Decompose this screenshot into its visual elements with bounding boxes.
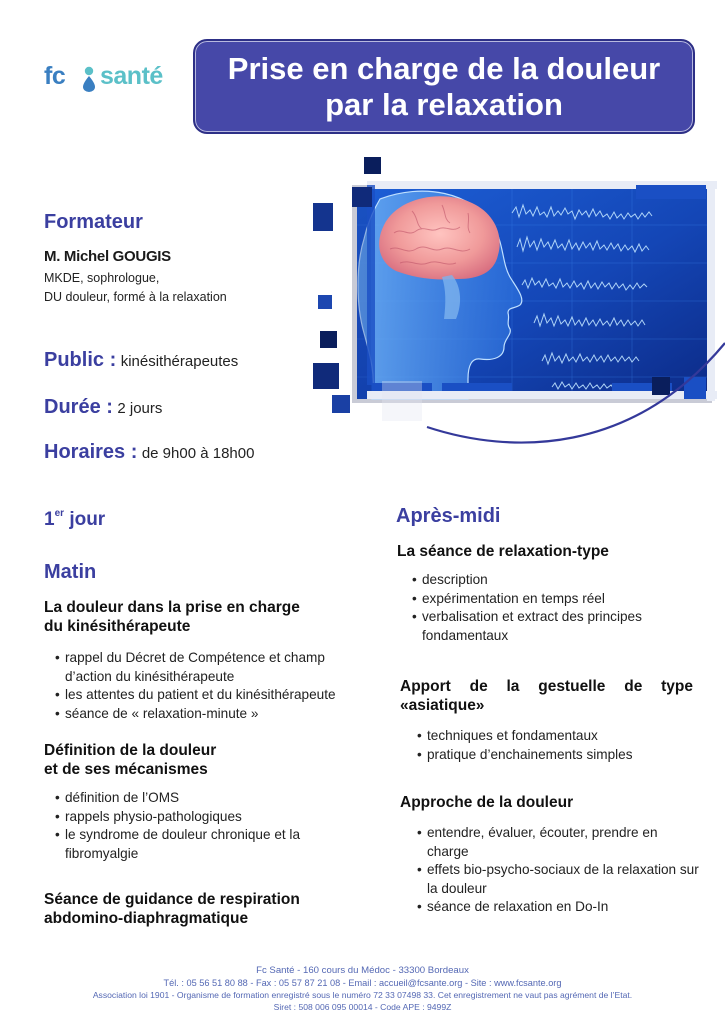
trainer-qualification-1: MKDE, sophrologue,	[44, 271, 160, 285]
pm-section2-title-line1: Apport de la gestuelle de type	[400, 678, 693, 695]
matin-section2-title-line2: et de ses mécanismes	[44, 761, 208, 778]
duree-label: Durée :	[44, 396, 113, 418]
matin-section2-title-line1: Définition de la douleur	[44, 742, 217, 759]
pm-section3-title: Approche de la douleur	[400, 794, 574, 811]
title-banner	[193, 39, 695, 134]
day-word: jour	[69, 509, 106, 530]
footer-address: Fc Santé - 160 cours du Médoc - 33300 Bordeaux	[256, 965, 469, 976]
matin-section3-title-line2: abdomino-diaphragmatique	[44, 910, 249, 927]
list-item: • verbalisation et extract des principes fondamentaux	[412, 608, 702, 645]
list-item: • pratique d’enchainements simples	[417, 746, 697, 765]
horaires-row	[44, 441, 254, 464]
footer-contact: Tél. : 05 56 51 80 88 - Fax : 05 57 87 21 08 - Email : accueil@fcsante.org - Site : www.fcsante.org	[163, 978, 562, 988]
footer-registration: Association loi 1901 - Organisme de formation enregistré sous le numéro 72 33 07498 33. Cet enregistrement ne vaut pas agrément de l’Etat.	[92, 990, 633, 1000]
list-item: • rappel du Décret de Compétence et champ d’action du kinésithérapeute	[55, 649, 355, 686]
brain-eeg-illustration	[312, 155, 725, 470]
list-item: • techniques et fondamentaux	[417, 727, 697, 746]
list-item: • définition de l’OMS	[55, 789, 340, 808]
horaires-value: de 9h00 à 18h00	[141, 445, 255, 462]
public-label: Public :	[44, 349, 117, 371]
title-line-1: Prise en charge de la douleur	[227, 50, 661, 86]
matin-section2-list	[55, 789, 340, 863]
trainer-qualification-2: DU douleur, formé à la relaxation	[44, 290, 227, 304]
matin-section3-title	[44, 890, 300, 928]
day-heading	[44, 509, 105, 531]
formateur-heading: Formateur	[44, 211, 143, 233]
list-item: • séance de « relaxation-minute »	[55, 705, 355, 724]
pm-section3-list	[417, 824, 700, 917]
pm-section1-title: La séance de relaxation-type	[397, 543, 609, 560]
logo-fc-text: fc	[44, 62, 66, 90]
matin-section1-list	[55, 649, 355, 723]
duree-value: 2 jours	[117, 400, 163, 417]
list-item: • effets bio-psycho-sociaux de la relaxation sur la douleur	[417, 861, 700, 898]
matin-section1-title	[44, 598, 300, 636]
list-item: • le syndrome de douleur chronique et la fibromyalgie	[55, 826, 340, 863]
pm-section2-title	[400, 677, 693, 715]
matin-section1-title-line2: du kinésithérapeute	[44, 618, 191, 635]
day-number: 1	[44, 509, 55, 530]
list-item: • rappels physio-pathologiques	[55, 808, 340, 827]
drop-icon	[80, 66, 98, 92]
public-value: kinésithérapeutes	[120, 353, 239, 370]
list-item: • description	[412, 571, 702, 590]
trainer-name: M. Michel GOUGIS	[44, 248, 171, 265]
footer	[0, 965, 725, 1013]
logo-sante-text: santé	[100, 62, 163, 90]
pm-section1-list	[412, 571, 702, 645]
apres-midi-heading: Après-midi	[396, 505, 501, 527]
list-item: • séance de relaxation en Do-In	[417, 898, 700, 917]
matin-section3-title-line1: Séance de guidance de respiration	[44, 891, 300, 908]
horaires-label: Horaires :	[44, 441, 138, 463]
fcsante-logo	[44, 62, 184, 98]
matin-heading: Matin	[44, 561, 97, 583]
matin-section2-title	[44, 741, 216, 779]
title-line-2: par la relaxation	[325, 86, 563, 122]
public-row	[44, 349, 238, 372]
list-item: • entendre, évaluer, écouter, prendre en charge	[417, 824, 700, 861]
matin-section1-title-line1: La douleur dans la prise en charge	[44, 599, 300, 616]
pm-section2-title-line2: «asiatique»	[400, 697, 485, 714]
pm-section2-list	[417, 727, 697, 764]
list-item: • expérimentation en temps réel	[412, 590, 702, 609]
duree-row	[44, 396, 162, 419]
footer-siret: Siret : 508 006 095 00014 - Code APE : 9499Z	[273, 1002, 452, 1012]
day-ordinal: er	[54, 507, 65, 519]
list-item: • les attentes du patient et du kinésithérapeute	[55, 686, 355, 705]
